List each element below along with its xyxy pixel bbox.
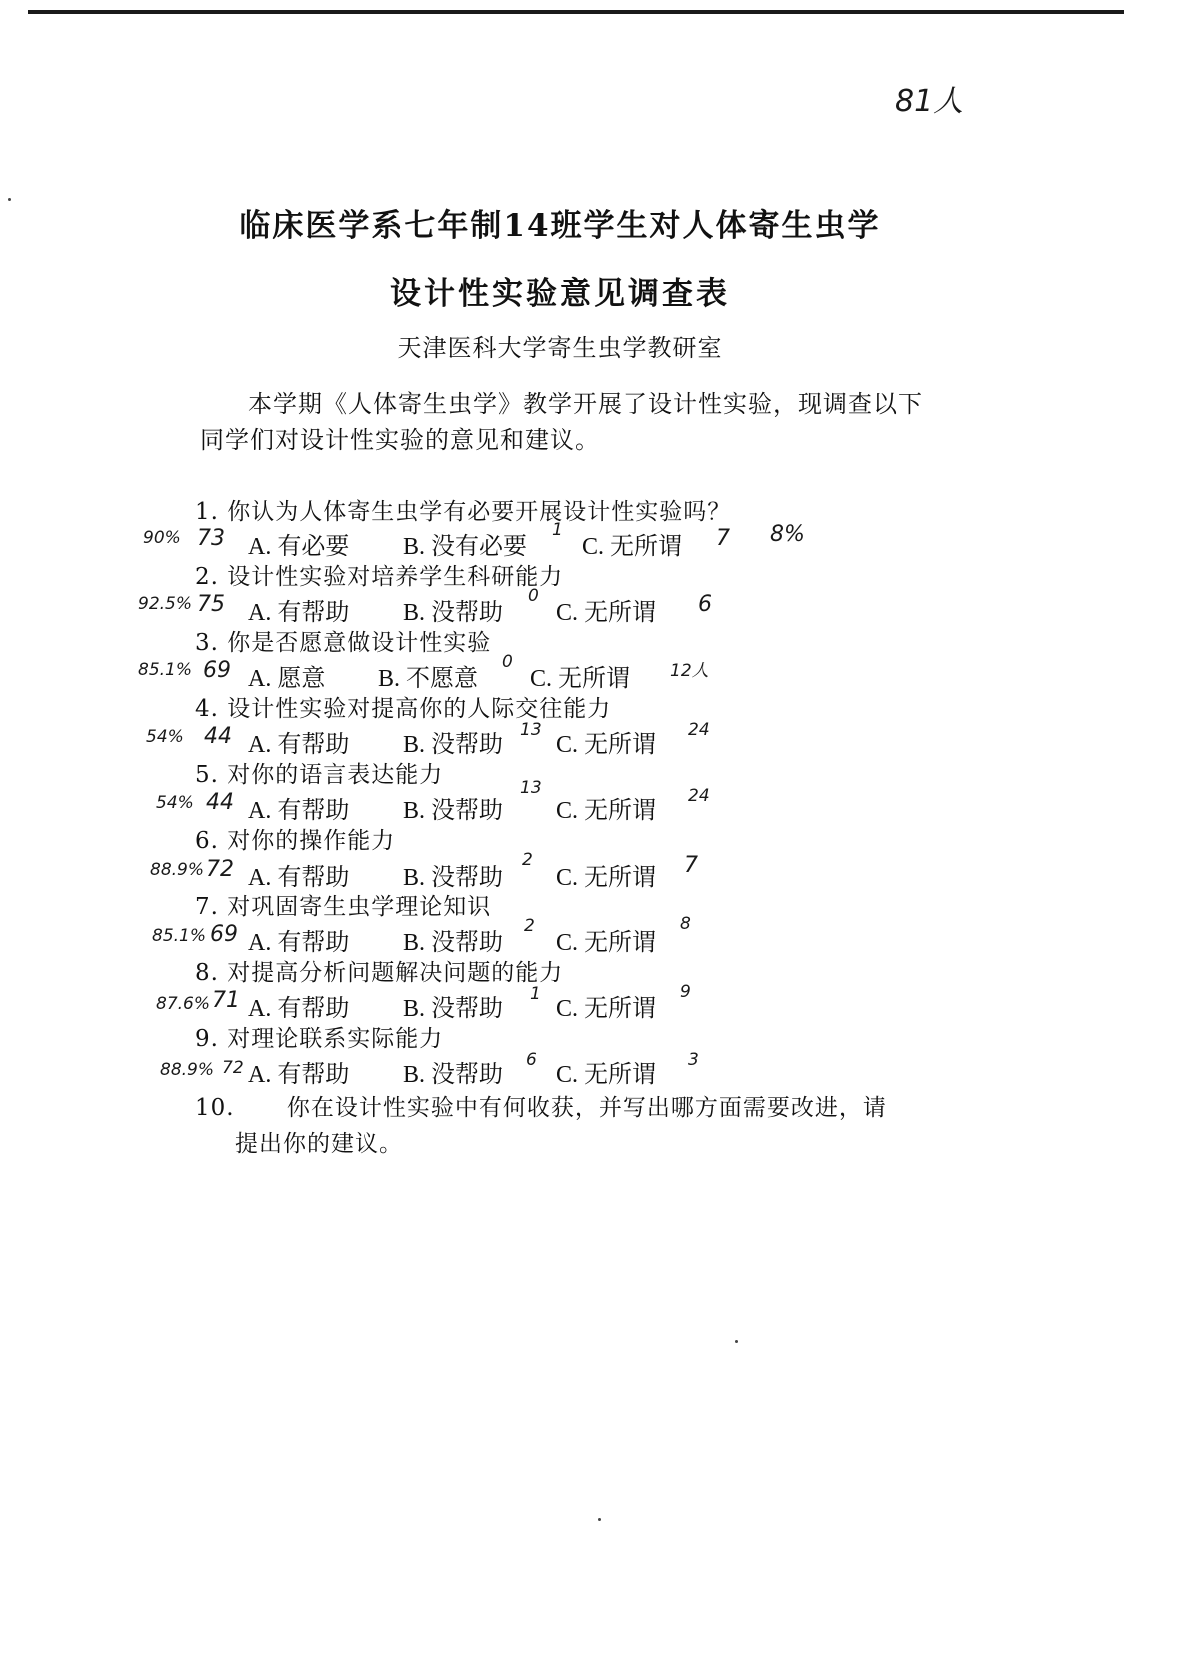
option-b: B. 没帮助 bbox=[403, 600, 504, 626]
option-c: C. 无所谓 bbox=[556, 865, 657, 891]
handwritten-count-c: 7 bbox=[684, 853, 698, 878]
handwritten-percent: 85.1% bbox=[138, 660, 193, 680]
handwritten-percent: 88.9% bbox=[160, 1060, 215, 1080]
handwritten-count-b: 2 bbox=[522, 850, 533, 870]
handwritten-count-b: 13 bbox=[520, 720, 542, 740]
handwritten-count-c: 8 bbox=[680, 914, 691, 934]
option-c: C. 无所谓 bbox=[556, 600, 657, 626]
handwritten-count-a: 73 bbox=[197, 526, 225, 551]
option-b: B. 没帮助 bbox=[403, 1062, 504, 1088]
handwritten-percent: 88.9% bbox=[150, 860, 205, 880]
handwritten-count-a: 44 bbox=[206, 790, 234, 815]
option-a: A. 愿意 bbox=[248, 666, 326, 692]
scan-speck bbox=[735, 1340, 738, 1343]
option-c: C. 无所谓 bbox=[530, 666, 631, 692]
option-c: C. 无所谓 bbox=[556, 930, 657, 956]
handwritten-count-c: 24 bbox=[688, 720, 710, 740]
handwritten-percent: 85.1% bbox=[152, 926, 207, 946]
handwritten-count-a: 72 bbox=[206, 857, 234, 882]
option-a: A. 有帮助 bbox=[248, 1062, 350, 1088]
option-a: A. 有必要 bbox=[248, 534, 350, 560]
option-c: C. 无所谓 bbox=[582, 534, 683, 560]
option-a: A. 有帮助 bbox=[248, 930, 350, 956]
handwritten-note: 8% bbox=[770, 522, 805, 547]
option-a: A. 有帮助 bbox=[248, 600, 350, 626]
option-c: C. 无所谓 bbox=[556, 798, 657, 824]
handwritten-percent: 54% bbox=[156, 793, 194, 813]
handwritten-percent: 54% bbox=[146, 727, 184, 747]
handwritten-percent: 90% bbox=[143, 528, 181, 548]
handwritten-count-c: 7 bbox=[716, 526, 730, 551]
question-6: 6. 对你的操作能力 bbox=[195, 828, 396, 854]
scan-speck bbox=[598, 1518, 601, 1521]
question-9: 9. 对理论联系实际能力 bbox=[195, 1026, 444, 1052]
question-5: 5. 对你的语言表达能力 bbox=[195, 762, 444, 788]
question-4: 4. 设计性实验对提高你的人际交往能力 bbox=[195, 696, 612, 722]
intro-paragraph: 本学期《人体寄生虫学》教学开展了设计性实验，现调查以下同学们对设计性实验的意见和建议。 bbox=[200, 390, 923, 454]
scan-speck bbox=[8, 198, 11, 201]
option-b: B. 没帮助 bbox=[403, 732, 504, 758]
handwritten-count-a: 72 bbox=[222, 1058, 244, 1078]
department-name: 天津医科大学寄生虫学教研室 bbox=[397, 334, 723, 362]
option-c: C. 无所谓 bbox=[556, 996, 657, 1022]
option-a: A. 有帮助 bbox=[248, 798, 350, 824]
handwritten-count-b: 2 bbox=[524, 916, 535, 936]
handwritten-total: 81人 bbox=[895, 84, 964, 119]
option-a: A. 有帮助 bbox=[248, 732, 350, 758]
handwritten-count-a: 69 bbox=[210, 922, 238, 947]
option-b: B. 没帮助 bbox=[403, 930, 504, 956]
handwritten-count-a: 71 bbox=[212, 988, 240, 1013]
question-10-text: 你在设计性实验中有何收获，并写出哪方面需要改进，请 bbox=[286, 1095, 887, 1121]
option-b: B. 没帮助 bbox=[403, 996, 504, 1022]
handwritten-count-c: 9 bbox=[680, 982, 691, 1002]
handwritten-count-a: 75 bbox=[197, 592, 225, 617]
handwritten-count-c: 3 bbox=[688, 1050, 699, 1070]
option-b: B. 不愿意 bbox=[378, 666, 479, 692]
handwritten-percent: 87.6% bbox=[156, 994, 211, 1014]
handwritten-count-a: 44 bbox=[204, 724, 232, 749]
option-a: A. 有帮助 bbox=[248, 865, 350, 891]
top-border-line bbox=[28, 10, 1124, 14]
question-10-number: 10. bbox=[195, 1095, 235, 1121]
question-1: 1. 你认为人体寄生虫学有必要开展设计性实验吗？ bbox=[195, 499, 732, 525]
handwritten-count-a: 69 bbox=[203, 658, 231, 683]
question-8: 8. 对提高分析问题解决问题的能力 bbox=[195, 960, 564, 986]
page-title-line2: 设计性实验意见调查表 bbox=[390, 276, 730, 312]
option-c: C. 无所谓 bbox=[556, 1062, 657, 1088]
option-b: B. 没帮助 bbox=[403, 798, 504, 824]
option-c: C. 无所谓 bbox=[556, 732, 657, 758]
question-10-text-cont: 提出你的建议。 bbox=[235, 1131, 403, 1157]
handwritten-count-c: 12人 bbox=[670, 661, 709, 681]
handwritten-count-b: 6 bbox=[526, 1050, 537, 1070]
handwritten-count-c: 24 bbox=[688, 786, 710, 806]
option-b: B. 没帮助 bbox=[403, 865, 504, 891]
page-title: 临床医学系七年制14班学生对人体寄生虫学 bbox=[239, 208, 881, 244]
option-b: B. 没有必要 bbox=[403, 534, 528, 560]
handwritten-count-c: 6 bbox=[698, 592, 712, 617]
question-7: 7. 对巩固寄生虫学理论知识 bbox=[195, 894, 492, 920]
question-10 bbox=[195, 1090, 935, 1162]
handwritten-count-b: 0 bbox=[502, 652, 513, 672]
handwritten-count-b: 0 bbox=[528, 586, 539, 606]
option-a: A. 有帮助 bbox=[248, 996, 350, 1022]
handwritten-count-b: 13 bbox=[520, 778, 542, 798]
question-2: 2. 设计性实验对培养学生科研能力 bbox=[195, 564, 564, 590]
handwritten-count-b: 1 bbox=[530, 984, 541, 1004]
handwritten-percent: 92.5% bbox=[138, 594, 193, 614]
question-3: 3. 你是否愿意做设计性实验 bbox=[195, 630, 492, 656]
handwritten-count-b: 1 bbox=[552, 520, 563, 540]
